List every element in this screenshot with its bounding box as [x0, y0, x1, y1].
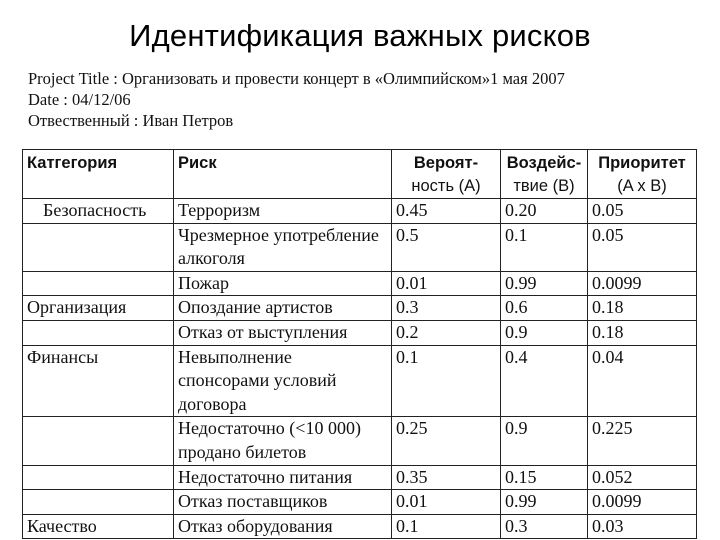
cell-priority: 0.05: [588, 199, 697, 224]
cell-priority: 0.225: [588, 417, 697, 465]
cell-category: [23, 320, 174, 345]
cell-risk: Отказ поставщиков: [174, 490, 392, 515]
cell-probability: 0.3: [392, 296, 501, 321]
cell-risk: Пожар: [174, 271, 392, 296]
cell-priority: 0.0099: [588, 271, 697, 296]
cell-category: [23, 417, 174, 465]
cell-category: Качество: [23, 514, 174, 539]
risk-table: [22, 149, 697, 539]
header-risk: Риск: [174, 150, 392, 199]
cell-risk: Опоздание артистов: [174, 296, 392, 321]
cell-impact: 0.99: [501, 271, 588, 296]
cell-category: [23, 490, 174, 515]
table-row: [23, 199, 697, 224]
cell-priority: 0.18: [588, 320, 697, 345]
cell-impact: 0.6: [501, 296, 588, 321]
cell-probability: 0.01: [392, 490, 501, 515]
cell-risk: Отказ оборудования: [174, 514, 392, 539]
table-row: [23, 296, 697, 321]
page-title: Идентификация важных рисков: [129, 18, 591, 53]
table-row: [23, 465, 697, 490]
table-row: [23, 223, 697, 271]
cell-category: [23, 465, 174, 490]
cell-probability: 0.5: [392, 223, 501, 271]
table-row: [23, 417, 697, 465]
table-row: [23, 271, 697, 296]
cell-impact: 0.15: [501, 465, 588, 490]
cell-impact: 0.9: [501, 417, 588, 465]
header-probability: Вероят- ность (A): [392, 150, 501, 199]
cell-probability: 0.1: [392, 514, 501, 539]
cell-category: Организация: [23, 296, 174, 321]
cell-priority: 0.05: [588, 223, 697, 271]
cell-category: Финансы: [23, 345, 174, 417]
cell-impact: 0.4: [501, 345, 588, 417]
cell-probability: 0.25: [392, 417, 501, 465]
cell-category: [23, 271, 174, 296]
table-row: [23, 345, 697, 417]
cell-priority: 0.0099: [588, 490, 697, 515]
cell-risk: Чрезмерное употребление алкоголя: [174, 223, 392, 271]
cell-priority: 0.04: [588, 345, 697, 417]
cell-priority: 0.03: [588, 514, 697, 539]
cell-risk: Недостаточно (<10 000) продано билетов: [174, 417, 392, 465]
table-row: [23, 320, 697, 345]
cell-category: Безопасность: [23, 199, 174, 224]
cell-probability: 0.2: [392, 320, 501, 345]
responsible-line: Отвественный : Иван Петров: [28, 111, 234, 130]
cell-risk: Терроризм: [174, 199, 392, 224]
cell-risk: Отказ от выступления: [174, 320, 392, 345]
cell-impact: 0.3: [501, 514, 588, 539]
cell-probability: 0.35: [392, 465, 501, 490]
cell-impact: 0.20: [501, 199, 588, 224]
cell-impact: 0.1: [501, 223, 588, 271]
date-line: Date : 04/12/06: [28, 90, 131, 109]
cell-risk: Невыполнение спонсорами условий договора: [174, 345, 392, 417]
header-category: Катгегория: [23, 150, 174, 199]
cell-risk: Недостаточно питания: [174, 465, 392, 490]
cell-priority: 0.052: [588, 465, 697, 490]
project-meta: [28, 68, 565, 131]
table-row: [23, 514, 697, 539]
cell-impact: 0.99: [501, 490, 588, 515]
header-impact: Воздейс- твие (B): [501, 150, 588, 199]
cell-probability: 0.45: [392, 199, 501, 224]
table-header-row: [23, 150, 697, 199]
header-priority: Приоритет (A x B): [588, 150, 697, 199]
cell-priority: 0.18: [588, 296, 697, 321]
cell-probability: 0.01: [392, 271, 501, 296]
cell-category: [23, 223, 174, 271]
cell-impact: 0.9: [501, 320, 588, 345]
table-row: [23, 490, 697, 515]
project-title-line: Project Title : Организовать и провести концерт в «Олимпийском»1 мая 2007: [28, 69, 565, 88]
cell-probability: 0.1: [392, 345, 501, 417]
